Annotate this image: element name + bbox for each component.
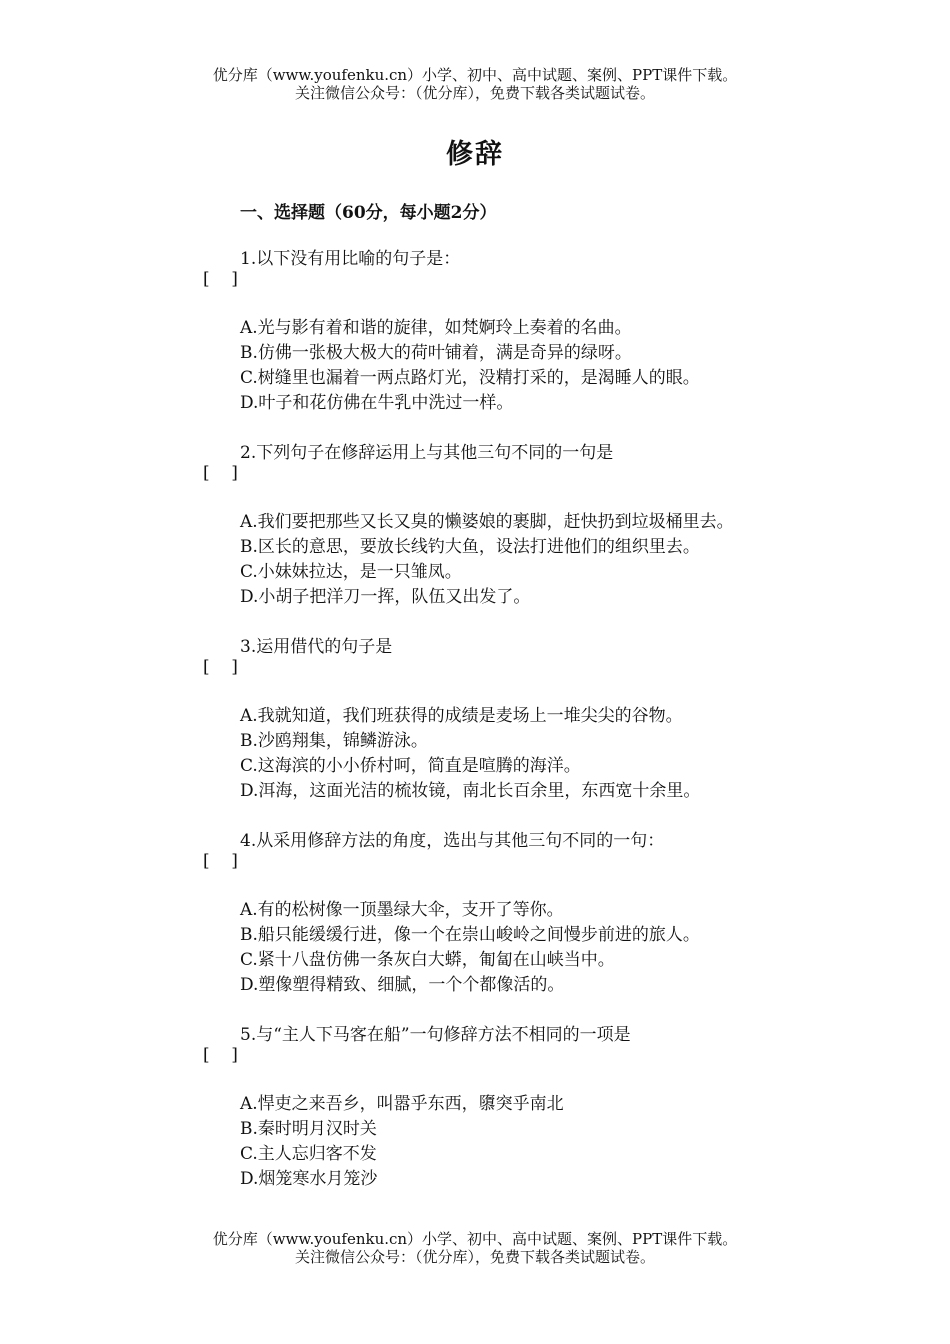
page-footer (0, 1230, 950, 1266)
question-stem: 2.下列句子在修辞运用上与其他三句不同的一句是 (240, 443, 614, 463)
option-d: D.烟笼寒水月笼沙 (240, 1169, 378, 1189)
answer-bracket: [ ] (203, 657, 238, 677)
question-stem: 4.从采用修辞方法的角度，选出与其他三句不同的一句： (240, 831, 665, 851)
option-c: C.紧十八盘仿佛一条灰白大蟒，匍匐在山峡当中。 (240, 950, 615, 970)
option-b: B.秦时明月汉时关 (240, 1119, 377, 1139)
option-b: B.区长的意思，要放长线钓大鱼，设法打进他们的组织里去。 (240, 537, 700, 557)
option-list (240, 898, 700, 998)
page-header (0, 66, 950, 102)
answer-bracket: [ ] (203, 269, 238, 289)
question-stem: 1.以下没有用比喻的句子是： (240, 249, 461, 269)
option-c: C.小妹妹拉达，是一只雏凤。 (240, 562, 462, 582)
header-line-1: 优分库（www.youfenku.cn）小学、初中、高中试题、案例、PPT课件下载。 (212, 66, 738, 84)
option-list (240, 316, 700, 416)
page-title: 修辞 (446, 139, 504, 170)
answer-bracket: [ ] (203, 1045, 238, 1065)
option-d: D.小胡子把洋刀一挥，队伍又出发了。 (240, 587, 531, 607)
option-list (240, 1092, 564, 1192)
option-a: A.有的松树像一顶墨绿大伞，支开了等你。 (240, 900, 564, 920)
option-b: B.船只能缓缓行进，像一个在崇山峻岭之间慢步前进的旅人。 (240, 925, 700, 945)
question-stem: 5.与“主人下马客在船”一句修辞方法不相同的一项是 (240, 1025, 631, 1045)
option-c: C.树缝里也漏着一两点路灯光，没精打采的，是渴睡人的眼。 (240, 368, 700, 388)
question-stem: 3.运用借代的句子是 (240, 637, 393, 657)
header-line-2: 关注微信公众号：（优分库），免费下载各类试题试卷。 (294, 84, 655, 102)
option-d: D.叶子和花仿佛在牛乳中洗过一样。 (240, 393, 514, 413)
answer-bracket: [ ] (203, 851, 238, 871)
option-b: B.仿佛一张极大极大的荷叶铺着，满是奇异的绿呀。 (240, 343, 632, 363)
option-a: A.光与影有着和谐的旋律，如梵婀玲上奏着的名曲。 (240, 318, 632, 338)
option-d: D.洱海，这面光洁的梳妆镜，南北长百余里，东西宽十余里。 (240, 781, 701, 801)
section-heading: 一、选择题（60分，每小题2分） (240, 203, 497, 223)
footer-line-1: 优分库（www.youfenku.cn）小学、初中、高中试题、案例、PPT课件下载。 (212, 1230, 738, 1248)
footer-line-2: 关注微信公众号：（优分库），免费下载各类试题试卷。 (294, 1248, 655, 1266)
option-d: D.塑像塑得精致、细腻，一个个都像活的。 (240, 975, 565, 995)
option-b: B.沙鸥翔集，锦鳞游泳。 (240, 731, 428, 751)
option-c: C.这海滨的小小侨村呵，简直是喧腾的海洋。 (240, 756, 581, 776)
option-a: A.悍吏之来吾乡，叫嚣乎东西，隳突乎南北 (240, 1094, 564, 1114)
option-a: A.我们要把那些又长又臭的懒婆娘的裹脚，赶快扔到垃圾桶里去。 (240, 512, 734, 532)
option-list (240, 704, 700, 804)
answer-bracket: [ ] (203, 463, 238, 483)
option-a: A.我就知道，我们班获得的成绩是麦场上一堆尖尖的谷物。 (240, 706, 683, 726)
option-list (240, 510, 734, 610)
option-c: C.主人忘归客不发 (240, 1144, 377, 1164)
